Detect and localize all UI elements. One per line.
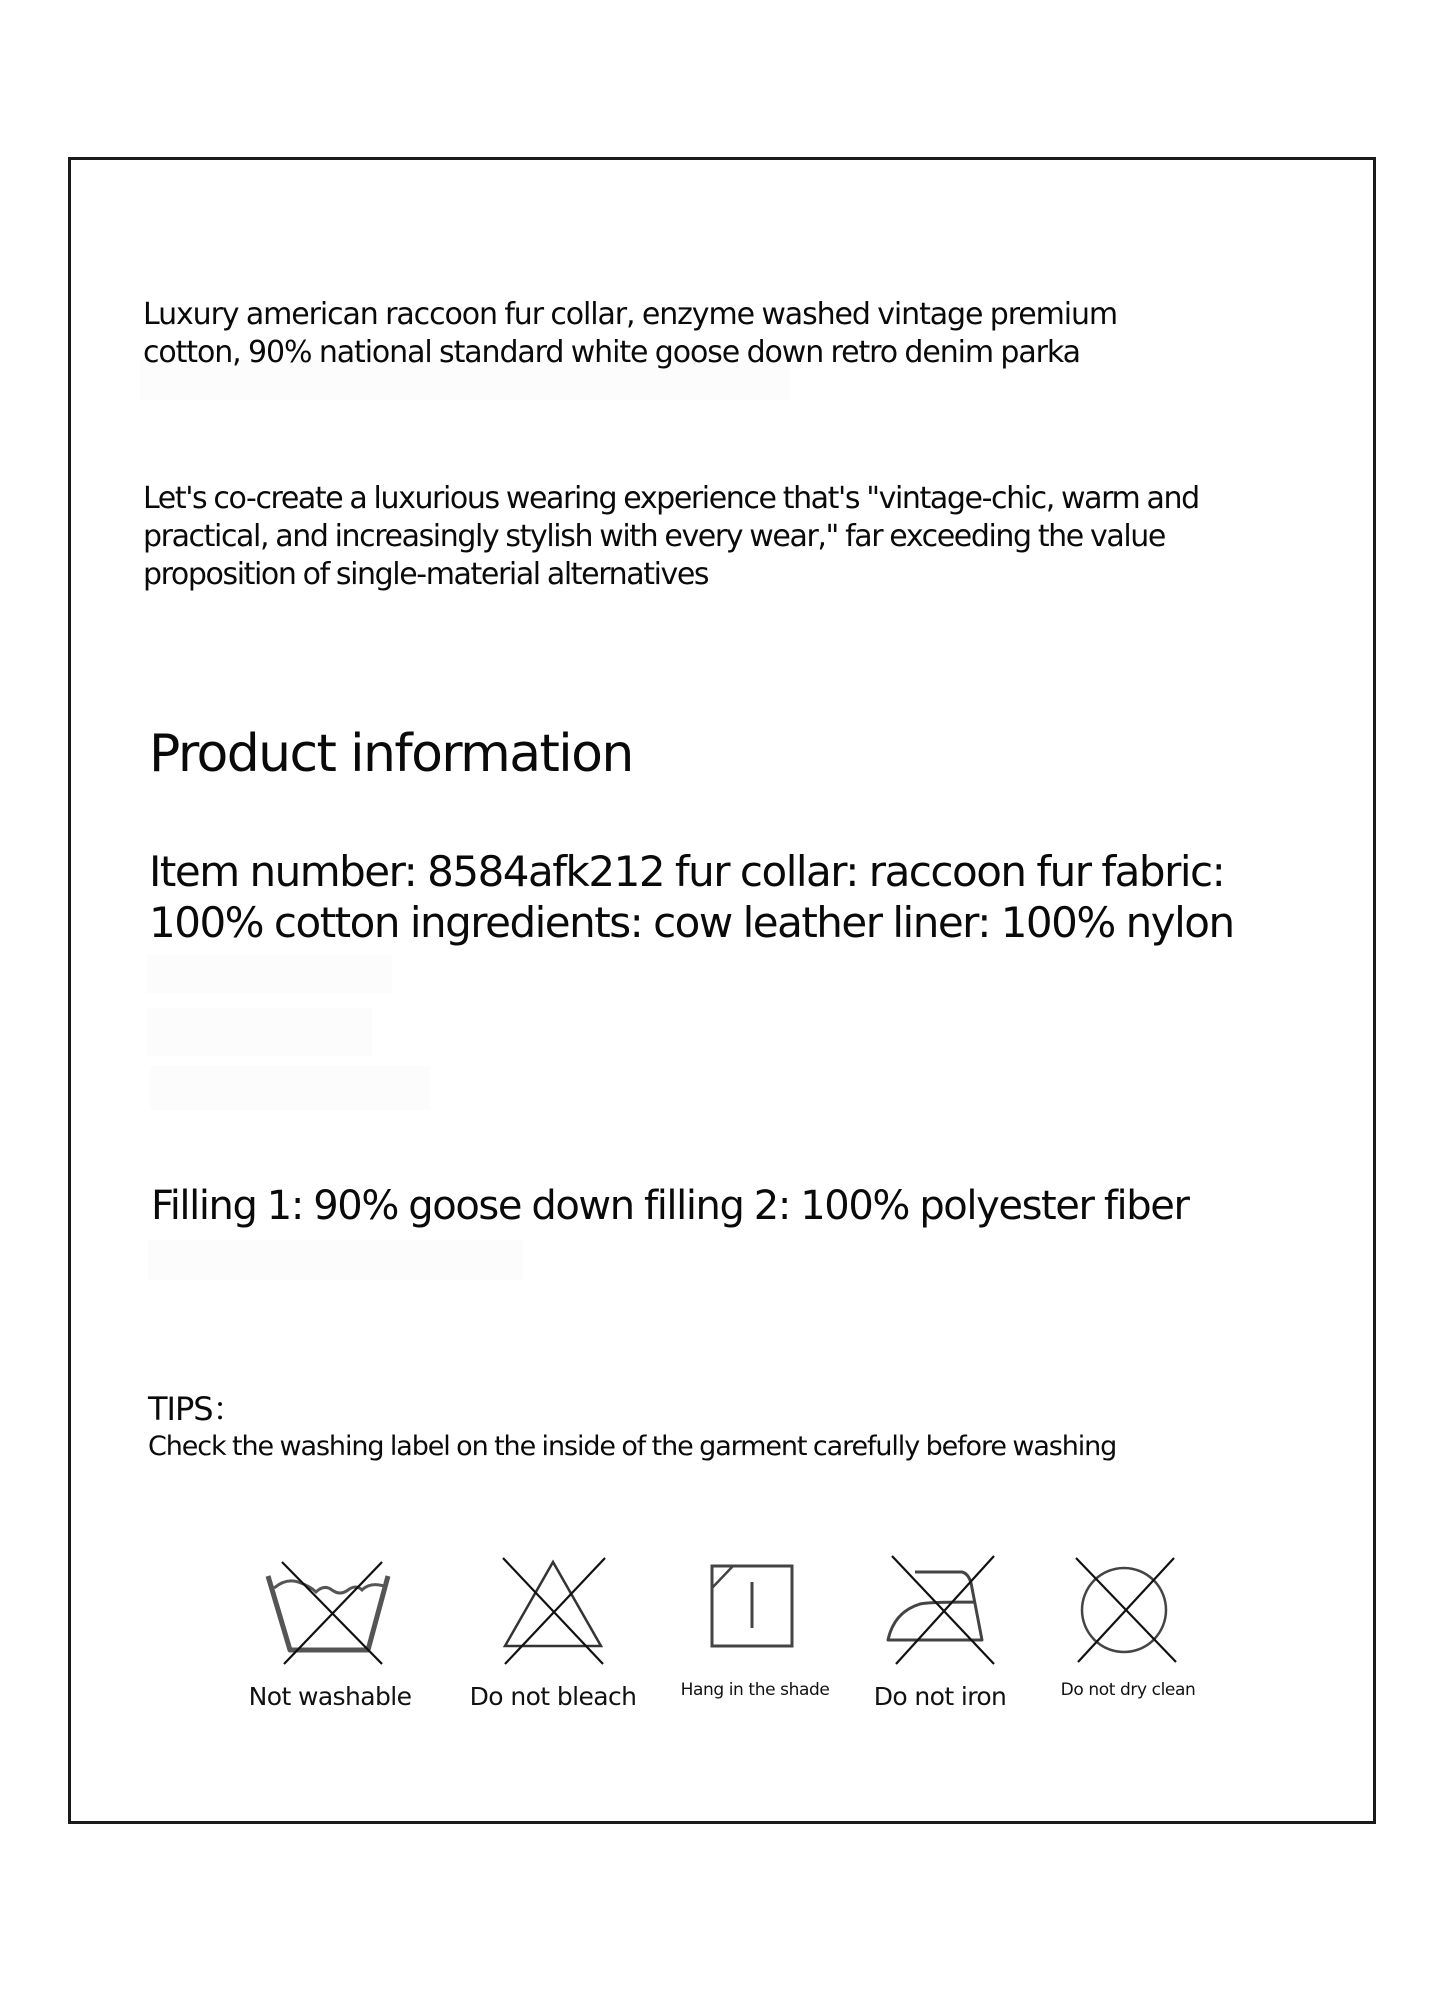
care-symbol-do-not-iron [870, 1548, 1010, 1728]
not-washable-icon [260, 1548, 400, 1668]
hang-in-shade-icon [685, 1548, 825, 1668]
product-description [143, 480, 1199, 594]
care-label: Do not iron [873, 1682, 1007, 1711]
filling-info: Filling 1: 90% goose down filling 2: 100% polyester fiber [151, 1183, 1189, 1229]
product-title [143, 296, 1117, 372]
background-artifact [147, 955, 392, 993]
product-title-line: cotton, 90% national standard white goose down retro denim parka [143, 335, 1080, 370]
background-artifact [147, 1008, 372, 1056]
spec-line: Item number: 8584afk212 fur collar: raccoon fur fabric: [149, 847, 1225, 896]
care-label: Do not bleach [469, 1682, 637, 1711]
product-specs [149, 846, 1234, 948]
description-line: proposition of single-material alternatives [143, 557, 709, 592]
do-not-iron-icon [870, 1548, 1010, 1668]
do-not-bleach-icon [483, 1548, 623, 1668]
background-artifact [148, 1240, 523, 1280]
tips-text: Check the washing label on the inside of the garment carefully before washing [148, 1431, 1117, 1462]
description-line: Let's co-create a luxurious wearing experience that's "vintage-chic, warm and [143, 481, 1199, 516]
care-symbol-do-not-bleach [469, 1548, 637, 1728]
care-symbol-hang-in-shade [680, 1548, 830, 1728]
background-artifact [150, 1066, 430, 1110]
care-label: Hang in the shade [680, 1680, 830, 1700]
care-label: Not washable [248, 1682, 412, 1711]
care-symbol-do-not-dry-clean [1058, 1548, 1198, 1728]
tips-title: TIPS： [148, 1390, 244, 1428]
description-line: practical, and increasingly stylish with every wear," far exceeding the value [143, 519, 1165, 554]
spec-line: 100% cotton ingredients: cow leather liner: 100% nylon [149, 898, 1234, 947]
product-title-line: Luxury american raccoon fur collar, enzyme washed vintage premium [143, 297, 1118, 332]
product-info-heading: Product information [149, 724, 633, 784]
do-not-dry-clean-icon [1058, 1548, 1198, 1668]
care-label: Do not dry clean [1060, 1680, 1196, 1700]
care-symbol-not-washable [248, 1548, 412, 1728]
